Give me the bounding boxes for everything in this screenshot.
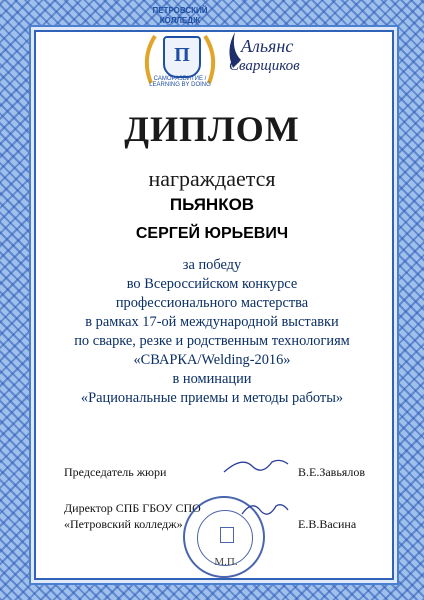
- recipient-name: СЕРГЕЙ ЮРЬЕВИЧ: [135, 225, 289, 242]
- body-line: во Всероссийском конкурсе: [126, 276, 298, 292]
- jury-name: В.Е.Завьялов: [298, 465, 365, 479]
- body-line: в рамках 17-ой международной выставки: [85, 314, 339, 330]
- awarded-label: награждается: [148, 166, 276, 191]
- official-stamp: [183, 496, 265, 578]
- college-motto: САМОРАЗВИТИЕ / LEARNING BY DOING: [149, 76, 211, 88]
- college-name-line1: ПЕТРОВСКИЙ: [152, 6, 208, 15]
- shield-icon: П: [163, 36, 201, 78]
- alliance-line2: Сварщиков: [229, 58, 300, 74]
- stamp-label: М.П.: [214, 556, 238, 568]
- alliance-logo: [223, 30, 333, 80]
- body-line: профессионального мастерства: [115, 295, 309, 311]
- college-name-line2: КОЛЛЕДЖ: [159, 16, 201, 25]
- jury-signature: [222, 452, 292, 478]
- body-line: в номинации: [172, 371, 252, 387]
- award-description: [0, 256, 424, 408]
- diploma-title: ДИПЛОМ: [124, 109, 300, 149]
- body-line: за победу: [182, 257, 242, 273]
- body-line: по сварке, резке и родственным технологиям: [74, 333, 350, 349]
- body-line: «СВАРКА/Welding-2016»: [133, 352, 291, 368]
- emblem-icon: [220, 527, 234, 543]
- director-role-line2: «Петровский колледж»: [64, 517, 183, 531]
- college-logo: [135, 6, 225, 106]
- recipient-surname: ПЬЯНКОВ: [169, 195, 255, 214]
- director-role-line1: Директор СПБ ГБОУ СПО: [64, 501, 201, 515]
- jury-role: Председатель жюри: [64, 465, 167, 479]
- alliance-line1: Альянс: [241, 36, 294, 56]
- body-line: «Рациональные приемы и методы работы»: [80, 390, 344, 406]
- director-name: Е.В.Васина: [298, 517, 357, 531]
